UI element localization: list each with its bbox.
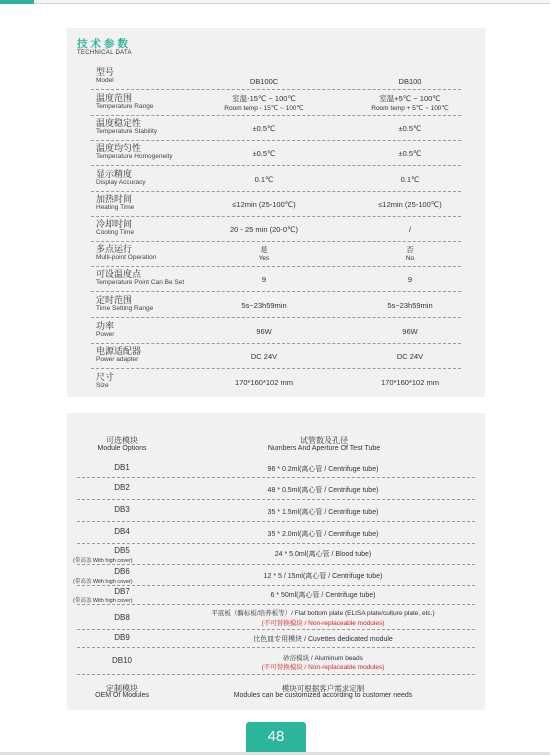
spec-label-en: Temperature Homogeneity [96, 153, 173, 160]
module-row-db2 [67, 478, 485, 500]
model-db100c: DB100C [249, 77, 279, 86]
module-desc: 96 * 0.2ml(离心管 / Centrifuge tube) [267, 466, 379, 473]
module-row-db3 [67, 500, 485, 522]
module-note: (带高盖 With high cover) [73, 598, 133, 604]
spec-row-model [67, 64, 485, 90]
module-name: DB8 [114, 613, 130, 622]
spec-label-cn: 显示精度 [96, 169, 133, 179]
spec-value: ≤12min (25-100℃) [232, 200, 296, 209]
module-warning: (不可替换模块 / Non-replaceable modules) [261, 664, 385, 671]
spec-label-en: Size [96, 382, 109, 389]
module-desc: 35 * 2.0ml(离心管 / Centrifuge tube) [267, 531, 379, 538]
module-desc: 48 * 0.5ml(离心管 / Centrifuge tube) [267, 487, 379, 494]
spec-label-en: Multi-point Operation [96, 254, 157, 261]
module-desc: 比色皿专用模块 / Cuvettes dedicated module [253, 636, 393, 643]
module-table-header [67, 427, 485, 453]
module-name: 定制模块 [106, 684, 138, 693]
spec-value: DC 24V [250, 352, 278, 361]
spec-row-power [67, 318, 485, 344]
header-module-cn: 可选模块 [106, 436, 138, 445]
page-number-tab [246, 722, 306, 755]
spec-value: / [408, 225, 412, 234]
module-name: DB3 [114, 505, 130, 514]
module-name: DB4 [114, 527, 130, 536]
spec-value-en: No [405, 255, 415, 262]
header-tube-en: Numbers And Aperture Of Test Tube [267, 445, 381, 452]
spec-label-cn: 可设温度点 [96, 269, 142, 279]
module-name: DB5 [114, 546, 130, 555]
spec-label-cn: 温度范围 [96, 93, 133, 103]
spec-label-cn: 加热时间 [96, 194, 133, 204]
spec-label-cn: 尺寸 [96, 372, 115, 382]
module-options-panel [67, 413, 485, 710]
spec-row-size [67, 369, 485, 395]
technical-data-panel [67, 28, 485, 397]
spec-value-en: Room temp - 15℃ ~ 100℃ [224, 105, 304, 112]
module-desc: 35 * 1.5ml(离心管 / Centrifuge tube) [267, 509, 379, 516]
module-note: (带高盖 With high cover) [73, 558, 133, 564]
spec-value-en: Yes [258, 255, 270, 262]
spec-label-en: Temperature Point Can Be Set [96, 279, 185, 286]
spec-label-cn: 温度均匀性 [96, 143, 142, 153]
spec-row-time-setting-range [67, 292, 485, 318]
spec-label-cn: 多点运行 [96, 244, 133, 254]
spec-value: DC 24V [396, 352, 424, 361]
module-name: DB1 [114, 463, 130, 472]
spec-value: 96W [402, 327, 418, 336]
page-number: 48 [267, 728, 285, 745]
spec-value: 9 [261, 275, 267, 284]
model-db100: DB100 [398, 77, 422, 86]
spec-value: 0.1℃ [254, 175, 274, 184]
section-title-en: TECHNICAL DATA [77, 50, 132, 56]
spec-row-heating-time [67, 191, 485, 217]
top-accent [0, 0, 34, 4]
module-desc: 24 * 5.0ml(离心管 / Blood tube) [274, 551, 372, 558]
module-name: DB7 [114, 587, 130, 596]
module-row-oem [67, 675, 485, 703]
section-title-cn: 技术参数 [77, 38, 131, 50]
module-row-db8 [67, 605, 485, 630]
spec-row-multi-point-operation [67, 241, 485, 267]
top-divider [34, 3, 550, 4]
spec-value: ±0.5℃ [252, 124, 276, 133]
module-desc-en: Modules can be customized according to customer needs [233, 692, 413, 699]
module-row-db6 [67, 565, 485, 586]
spec-label-cn: 定时范围 [96, 295, 133, 305]
spec-value: 室温-15℃ ~ 100℃ [232, 94, 296, 103]
spec-label-cn: 型号 [96, 67, 115, 77]
spec-label-en: Power adapter [96, 356, 139, 363]
module-row-db9 [67, 630, 485, 648]
spec-label-en: Temperature Stability [96, 128, 158, 135]
spec-label-en: Power [96, 331, 115, 338]
spec-value: 5s~23h59min [241, 301, 287, 310]
spec-label-en: Display Accuracy [96, 179, 146, 186]
spec-row-temperature-homogeneity [67, 140, 485, 166]
spec-value: 170*160*102 mm [235, 378, 293, 387]
module-name: DB2 [114, 483, 130, 492]
spec-value-en: Room temp + 5℃ ~ 100℃ [371, 105, 449, 112]
header-module-en: Module Options [97, 445, 147, 452]
spec-row-temperature-stability [67, 115, 485, 141]
spec-value: ±0.5℃ [398, 149, 422, 158]
module-desc: 模块可根据客户需求定制 [281, 684, 365, 693]
spec-value: ≤12min (25-100℃) [378, 200, 442, 209]
spec-row-temperature-range [67, 90, 485, 116]
spec-value: 否 [406, 245, 414, 254]
spec-label-en: Heating Time [96, 204, 135, 211]
spec-row-power-adapter [67, 343, 485, 369]
spec-row-display-accuracy [67, 166, 485, 192]
module-name: DB9 [114, 633, 130, 642]
module-name: DB10 [111, 656, 132, 665]
module-warning: (不可替换模块 / Non-replaceable modules) [261, 620, 385, 627]
spec-value: 室温+5℃ ~ 100℃ [379, 94, 441, 103]
spec-label-en: Model [96, 77, 114, 84]
spec-value: 9 [407, 275, 413, 284]
spec-row-temperature-points [67, 266, 485, 292]
spec-label-cn: 电源适配器 [96, 346, 142, 356]
spec-label-en: Time Setting Range [96, 305, 154, 312]
header-tube-cn: 试管数及孔径 [300, 436, 348, 445]
module-desc: 6 * 50ml(离心管 / Centrifuge tube) [270, 592, 376, 599]
spec-row-cooling-time [67, 216, 485, 242]
spec-value: ±0.5℃ [252, 149, 276, 158]
module-row-db10 [67, 648, 485, 675]
module-desc: 12 * 5 / 15ml(离心管 / Centrifuge tube) [263, 573, 383, 580]
spec-value: 96W [256, 327, 272, 336]
spec-label-en: Cooling Time [96, 229, 134, 236]
module-name-en: OEM Of Modules [95, 692, 149, 699]
module-desc: 砂浴模块 / Aluminum beads [283, 655, 363, 662]
module-note: (带高盖 With high cover) [73, 579, 133, 585]
spec-label-cn: 温度稳定性 [96, 118, 142, 128]
module-row-db4 [67, 522, 485, 544]
spec-label-en: Temperature Range [96, 103, 154, 110]
spec-value: 20 - 25 min (20-0℃) [229, 225, 299, 234]
module-row-db1 [67, 456, 485, 478]
module-desc: 平底板（酶标板/培养板等）/ Flat bottom plate (ELISA plate/culture plate, etc.) [211, 610, 435, 617]
spec-label-cn: 功率 [96, 321, 115, 331]
spec-label-cn: 冷却时间 [96, 219, 133, 229]
module-name: DB6 [114, 567, 130, 576]
spec-value: 0.1℃ [400, 175, 420, 184]
module-row-db5 [67, 544, 485, 565]
module-row-db7 [67, 586, 485, 605]
spec-value: ±0.5℃ [398, 124, 422, 133]
spec-value: 170*160*102 mm [381, 378, 439, 387]
spec-value: 5s~23h59min [387, 301, 433, 310]
spec-value: 是 [260, 245, 268, 254]
